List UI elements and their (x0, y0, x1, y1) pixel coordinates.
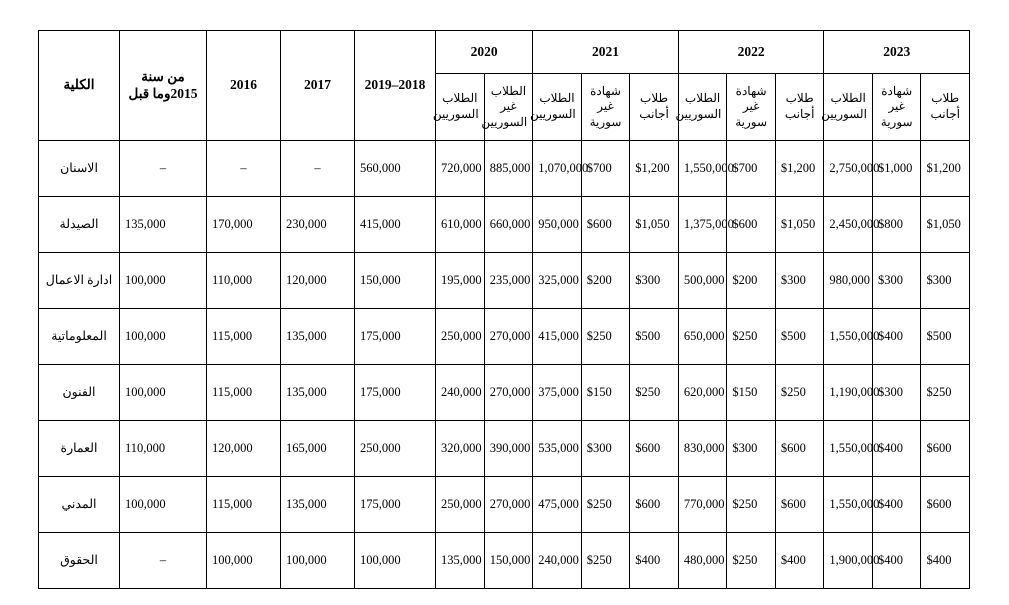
cell: $300 (727, 421, 776, 477)
cell: $200 (581, 253, 630, 309)
group-header-2018-2019: 2018–2019 (355, 31, 436, 141)
sub-header-2020-non-syrian-students: الطلاب غير السوريين (484, 74, 533, 141)
cell: 250,000 (355, 421, 436, 477)
sub-header-2022-foreign-students: طلاب أجانب (775, 74, 824, 141)
cell: 1,550,000 (824, 477, 873, 533)
cell: 175,000 (355, 365, 436, 421)
group-header-2021: 2021 (533, 31, 679, 74)
cell: $1,050 (775, 197, 824, 253)
cell: 100,000 (120, 365, 207, 421)
cell: $500 (630, 309, 679, 365)
cell: 175,000 (355, 477, 436, 533)
cell: $250 (727, 477, 776, 533)
cell: $700 (727, 141, 776, 197)
cell: 115,000 (207, 477, 281, 533)
cell: $400 (872, 309, 921, 365)
cell: 720,000 (436, 141, 485, 197)
table-row (39, 309, 970, 365)
cell: $600 (775, 477, 824, 533)
group-header-2017: 2017 (281, 31, 355, 141)
cell: $300 (921, 253, 970, 309)
cell: 650,000 (678, 309, 727, 365)
cell: $400 (872, 477, 921, 533)
cell: $600 (581, 197, 630, 253)
cell: 100,000 (120, 309, 207, 365)
cell: $400 (630, 533, 679, 589)
sub-header-2021-foreign-students: طلاب أجانب (630, 74, 679, 141)
faculty-name: الحقوق (39, 533, 120, 589)
cell: 150,000 (355, 253, 436, 309)
cell: 660,000 (484, 197, 533, 253)
faculty-name: ادارة الاعمال (39, 253, 120, 309)
cell: 1,550,000 (824, 421, 873, 477)
faculty-name: الاسنان (39, 141, 120, 197)
cell: $600 (630, 477, 679, 533)
cell: 120,000 (281, 253, 355, 309)
cell: $1,200 (630, 141, 679, 197)
cell: 415,000 (355, 197, 436, 253)
cell: 1,375,000 (678, 197, 727, 253)
cell: $300 (872, 365, 921, 421)
cell: 475,000 (533, 477, 582, 533)
cell: 110,000 (207, 253, 281, 309)
cell: $150 (727, 365, 776, 421)
cell: $500 (921, 309, 970, 365)
cell: 240,000 (533, 533, 582, 589)
cell: 1,070,000 (533, 141, 582, 197)
cell: $1,000 (872, 141, 921, 197)
cell: $250 (775, 365, 824, 421)
cell: 1,550,000 (824, 309, 873, 365)
cell: $300 (872, 253, 921, 309)
cell: – (281, 141, 355, 197)
table-row (39, 253, 970, 309)
cell: $1,200 (775, 141, 824, 197)
cell: 110,000 (120, 421, 207, 477)
cell: 415,000 (533, 309, 582, 365)
cell: $700 (581, 141, 630, 197)
table-row (39, 421, 970, 477)
cell: 950,000 (533, 197, 582, 253)
cell: $600 (921, 477, 970, 533)
cell: 770,000 (678, 477, 727, 533)
cell: $250 (581, 533, 630, 589)
cell: 325,000 (533, 253, 582, 309)
cell: 100,000 (120, 477, 207, 533)
cell: $250 (727, 309, 776, 365)
cell: 980,000 (824, 253, 873, 309)
group-header-2015-and-before: من سنة 2015وما قبل (120, 31, 207, 141)
table-row (39, 477, 970, 533)
faculty-name: الصيدلة (39, 197, 120, 253)
sub-header-2022-non-syrian-certificate: شهادة غير سورية (727, 74, 776, 141)
cell: $1,200 (921, 141, 970, 197)
cell: $600 (630, 421, 679, 477)
table-head (39, 31, 970, 141)
cell: 610,000 (436, 197, 485, 253)
cell: $250 (581, 309, 630, 365)
faculty-name: المدني (39, 477, 120, 533)
cell: 2,750,000 (824, 141, 873, 197)
sub-header-2022-syrian-students: الطلاب السوريين (678, 74, 727, 141)
cell: 270,000 (484, 365, 533, 421)
cell: $250 (921, 365, 970, 421)
cell: 1,900,000 (824, 533, 873, 589)
cell: 320,000 (436, 421, 485, 477)
cell: 195,000 (436, 253, 485, 309)
cell: 270,000 (484, 477, 533, 533)
cell: $400 (872, 533, 921, 589)
faculty-name: الفنون (39, 365, 120, 421)
cell: 120,000 (207, 421, 281, 477)
cell: $250 (727, 533, 776, 589)
cell: $250 (630, 365, 679, 421)
group-header-faculty: الكلية (39, 31, 120, 141)
group-header-2020: 2020 (436, 31, 533, 74)
cell: $1,050 (630, 197, 679, 253)
cell: – (207, 141, 281, 197)
cell: 560,000 (355, 141, 436, 197)
cell: 480,000 (678, 533, 727, 589)
cell: 885,000 (484, 141, 533, 197)
cell: $150 (581, 365, 630, 421)
cell: 390,000 (484, 421, 533, 477)
cell: 135,000 (281, 309, 355, 365)
cell: $600 (727, 197, 776, 253)
group-header-2022: 2022 (678, 31, 824, 74)
tuition-fees-table (38, 30, 970, 589)
group-header-2023: 2023 (824, 31, 970, 74)
sub-header-2021-syrian-students: الطلاب السوريين (533, 74, 582, 141)
cell: 1,550,000 (678, 141, 727, 197)
cell: 230,000 (281, 197, 355, 253)
cell: 100,000 (355, 533, 436, 589)
sub-header-2020-syrian-students: الطلاب السوريين (436, 74, 485, 141)
cell: $800 (872, 197, 921, 253)
cell: $400 (921, 533, 970, 589)
cell: 175,000 (355, 309, 436, 365)
cell: 830,000 (678, 421, 727, 477)
cell: 375,000 (533, 365, 582, 421)
cell: 115,000 (207, 309, 281, 365)
cell: 100,000 (207, 533, 281, 589)
cell: $1,050 (921, 197, 970, 253)
cell: 2,450,000 (824, 197, 873, 253)
cell: 170,000 (207, 197, 281, 253)
cell: – (120, 141, 207, 197)
faculty-name: المعلوماتية (39, 309, 120, 365)
cell: 620,000 (678, 365, 727, 421)
cell: 135,000 (120, 197, 207, 253)
cell: $300 (630, 253, 679, 309)
cell: 250,000 (436, 309, 485, 365)
cell: 135,000 (281, 365, 355, 421)
cell: $600 (921, 421, 970, 477)
cell: 270,000 (484, 309, 533, 365)
cell: 250,000 (436, 477, 485, 533)
cell: $250 (581, 477, 630, 533)
table-body (39, 141, 970, 589)
cell: 135,000 (281, 477, 355, 533)
sub-header-2023-syrian-students: الطلاب السوريين (824, 74, 873, 141)
cell: 100,000 (281, 533, 355, 589)
cell: 535,000 (533, 421, 582, 477)
table-row (39, 533, 970, 589)
cell: 115,000 (207, 365, 281, 421)
cell: $500 (775, 309, 824, 365)
cell: 1,190,000 (824, 365, 873, 421)
table-row (39, 197, 970, 253)
cell: 500,000 (678, 253, 727, 309)
cell: – (120, 533, 207, 589)
cell: $300 (581, 421, 630, 477)
table-row (39, 365, 970, 421)
cell: $300 (775, 253, 824, 309)
cell: $200 (727, 253, 776, 309)
cell: 165,000 (281, 421, 355, 477)
cell: 100,000 (120, 253, 207, 309)
table-row (39, 141, 970, 197)
cell: $400 (775, 533, 824, 589)
cell: 150,000 (484, 533, 533, 589)
group-header-2016: 2016 (207, 31, 281, 141)
table-group-header-row (39, 31, 970, 74)
sub-header-2023-non-syrian-certificate: شهادة غير سورية (872, 74, 921, 141)
cell: 135,000 (436, 533, 485, 589)
cell: $400 (872, 421, 921, 477)
cell: 235,000 (484, 253, 533, 309)
cell: $600 (775, 421, 824, 477)
sub-header-2021-non-syrian-certificate: شهادة غير سورية (581, 74, 630, 141)
cell: 240,000 (436, 365, 485, 421)
sub-header-2023-foreign-students: طلاب أجانب (921, 74, 970, 141)
faculty-name: العمارة (39, 421, 120, 477)
